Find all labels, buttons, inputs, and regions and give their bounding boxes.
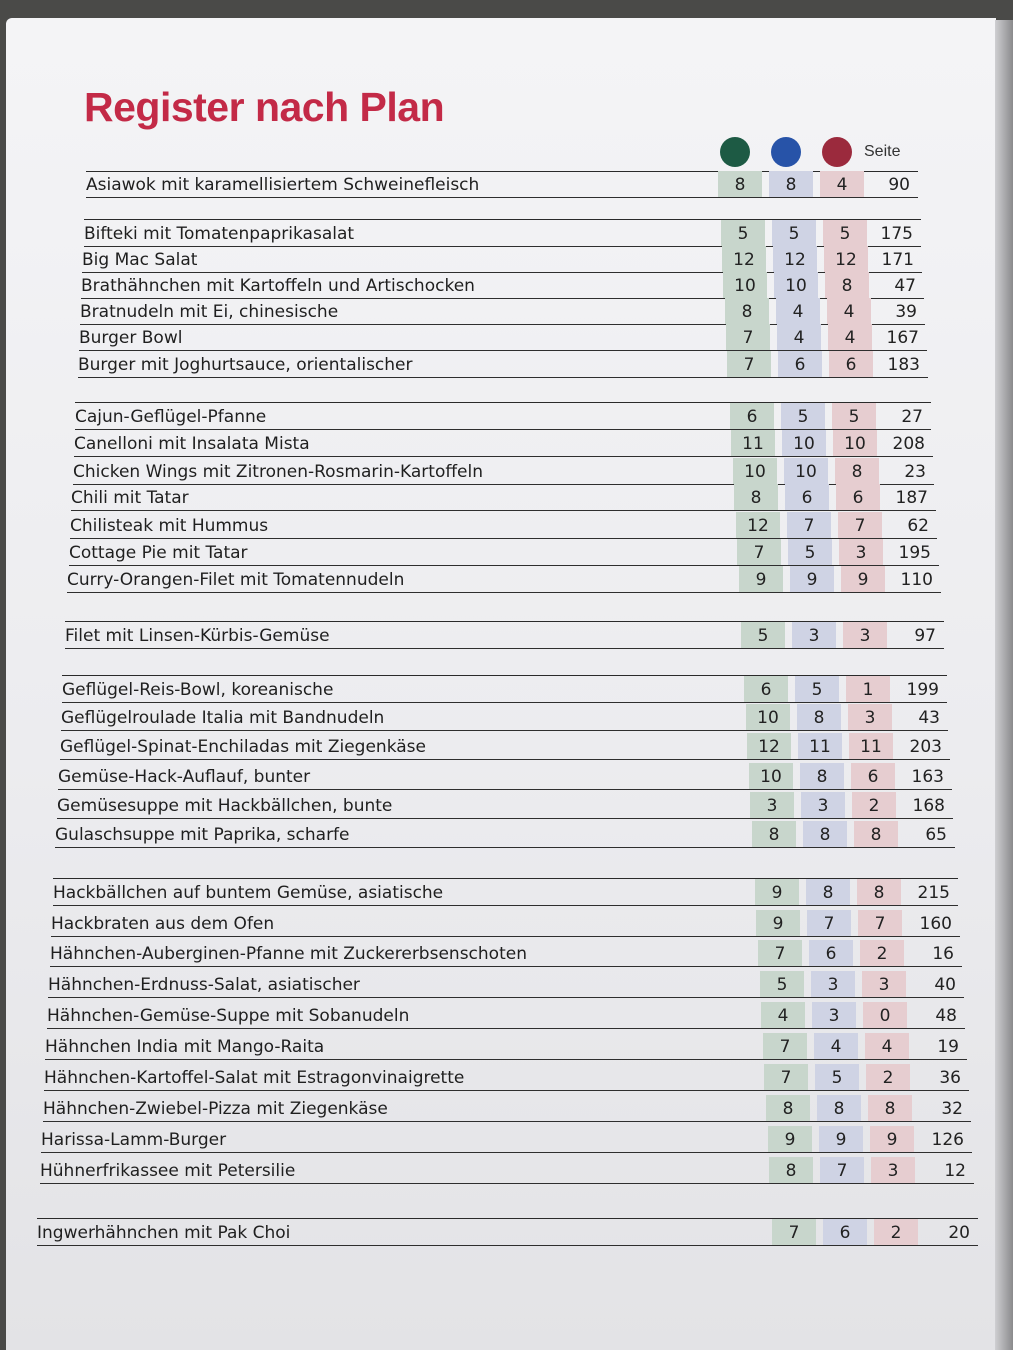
table-row — [82, 246, 922, 273]
blue-plan-points: 4 — [777, 324, 821, 350]
red-plan-points: 4 — [828, 324, 872, 350]
red-plan-points: 9 — [841, 566, 885, 592]
red-plan-points: 1 — [846, 676, 890, 702]
red-plan-points: 3 — [862, 971, 906, 997]
page-number: 23 — [904, 462, 926, 482]
red-plan-points: 12 — [824, 246, 868, 272]
blue-plan-points: 8 — [817, 1095, 861, 1121]
page-number: 90 — [888, 175, 910, 195]
red-plan-points: 2 — [852, 792, 896, 818]
green-plan-points: 12 — [747, 733, 791, 759]
recipe-name: Hackbraten aus dem Ofen — [51, 914, 275, 934]
green-plan-points: 7 — [737, 539, 781, 565]
page-number: 171 — [881, 250, 914, 270]
red-plan-points: 2 — [860, 940, 904, 966]
recipe-name: Hähnchen-Kartoffel-Salat mit Estragonvinaigrette — [44, 1068, 465, 1088]
page-number: 175 — [880, 224, 913, 244]
red-plan-points: 8 — [868, 1095, 912, 1121]
table-row — [62, 676, 947, 703]
blue-plan-points: 9 — [790, 566, 834, 592]
table-row — [40, 1157, 974, 1184]
page-number: 208 — [892, 434, 925, 454]
page-number: 160 — [919, 914, 952, 934]
recipe-name: Gulaschsuppe mit Paprika, scharfe — [55, 825, 350, 845]
green-plan-points: 4 — [761, 1002, 805, 1028]
green-plan-points: 5 — [721, 220, 765, 246]
red-plan-points: 4 — [865, 1033, 909, 1059]
green-plan-points: 7 — [763, 1033, 807, 1059]
recipe-name: Bifteki mit Tomatenpaprikasalat — [84, 224, 355, 244]
table-row — [75, 403, 931, 430]
table-row — [84, 220, 921, 247]
page-number: 48 — [935, 1006, 957, 1026]
recipe-name: Hackbällchen auf buntem Gemüse, asiatische — [53, 883, 444, 903]
green-plan-points: 6 — [730, 403, 774, 429]
table-row — [70, 512, 937, 539]
table-row — [61, 704, 948, 731]
table-row — [45, 1033, 967, 1060]
red-plan-points: 8 — [854, 821, 898, 847]
recipe-name: Gemüse-Hack-Auflauf, bunter — [58, 767, 311, 787]
blue-plan-points: 10 — [784, 458, 828, 484]
blue-plan-points: 8 — [806, 879, 850, 905]
green-plan-points: 6 — [744, 676, 788, 702]
recipe-name: Chilisteak mit Hummus — [70, 516, 269, 536]
green-plan-points: 8 — [752, 821, 796, 847]
blue-plan-points: 12 — [773, 246, 817, 272]
red-plan-points: 0 — [863, 1002, 907, 1028]
red-plan-points: 5 — [823, 220, 867, 246]
recipe-name: Asiawok mit karamellisiertem Schweinefleisch — [86, 175, 480, 195]
recipe-name: Chicken Wings mit Zitronen-Rosmarin-Kartoffeln — [73, 462, 484, 482]
recipe-name: Brathähnchen mit Kartoffeln und Artischocken — [81, 276, 475, 296]
blue-plan-points: 9 — [819, 1126, 863, 1152]
recipe-name: Geflügel-Reis-Bowl, koreanische — [62, 680, 334, 700]
table-row — [78, 351, 928, 378]
page-number: 195 — [898, 543, 931, 563]
recipe-name: Canelloni mit Insalata Mista — [74, 434, 310, 454]
red-plan-points: 5 — [832, 403, 876, 429]
table-row — [67, 566, 941, 593]
recipe-name: Cajun-Geflügel-Pfanne — [75, 407, 267, 427]
red-plan-points: 10 — [833, 430, 877, 456]
blue-plan-points: 3 — [801, 792, 845, 818]
table-row — [73, 458, 934, 485]
blue-plan-points: 8 — [800, 763, 844, 789]
seite-column-label: Seite — [864, 143, 901, 160]
blue-plan-points: 6 — [809, 940, 853, 966]
recipe-name: Big Mac Salat — [82, 250, 198, 270]
green-plan-points: 10 — [723, 272, 767, 298]
recipe-name: Hähnchen-Gemüse-Suppe mit Sobanudeln — [47, 1006, 410, 1026]
table-row — [79, 324, 927, 351]
page-number: 32 — [941, 1099, 963, 1119]
green-plan-points: 7 — [727, 351, 771, 377]
red-plan-points: 3 — [839, 539, 883, 565]
red-plan-points: 3 — [843, 622, 887, 648]
table-row — [48, 971, 964, 998]
green-plan-points: 12 — [736, 512, 780, 538]
blue-plan-points: 11 — [798, 733, 842, 759]
page-number: 40 — [934, 975, 956, 995]
blue-plan-points: 3 — [811, 971, 855, 997]
blue-plan-points: 8 — [803, 821, 847, 847]
blue-plan-points: 3 — [792, 622, 836, 648]
page-title: Register nach Plan — [84, 84, 445, 130]
recipe-name: Hähnchen India mit Mango-Raita — [45, 1037, 325, 1057]
page-number: 163 — [911, 767, 944, 787]
green-plan-points: 3 — [750, 792, 794, 818]
recipe-name: Cottage Pie mit Tatar — [69, 543, 248, 563]
page-number: 43 — [918, 708, 940, 728]
recipe-name: Geflügelroulade Italia mit Bandnudeln — [61, 708, 385, 728]
blue-plan-points: 10 — [782, 430, 826, 456]
table-row — [80, 298, 925, 325]
blue-plan-points: 5 — [788, 539, 832, 565]
blue-plan-points: 6 — [823, 1219, 867, 1245]
recipe-name: Hähnchen-Auberginen-Pfanne mit Zuckererbsenschoten — [50, 944, 527, 964]
page-number: 12 — [944, 1161, 966, 1181]
green-plan-points: 8 — [769, 1157, 813, 1183]
recipe-name: Ingwerhähnchen mit Pak Choi — [37, 1223, 291, 1243]
green-plan-points: 10 — [733, 458, 777, 484]
red-plan-points: 2 — [866, 1064, 910, 1090]
blue-plan-points: 5 — [772, 220, 816, 246]
blue-plan-points: 5 — [795, 676, 839, 702]
page-number: 203 — [909, 737, 942, 757]
green-plan-points: 9 — [768, 1126, 812, 1152]
table-row — [50, 940, 962, 967]
table-row — [47, 1002, 965, 1029]
page-number: 110 — [900, 570, 933, 590]
red-plan-points: 8 — [857, 879, 901, 905]
page-number: 19 — [937, 1037, 959, 1057]
blue-plan-points: 7 — [787, 512, 831, 538]
green-plan-points: 5 — [760, 971, 804, 997]
red-plan-points: 11 — [849, 733, 893, 759]
green-plan-points: 8 — [734, 484, 778, 510]
page-number: 187 — [895, 488, 928, 508]
blue-plan-points: 4 — [814, 1033, 858, 1059]
page-number: 167 — [886, 328, 919, 348]
blue-plan-points: 7 — [807, 910, 851, 936]
page-number: 39 — [895, 302, 917, 322]
table-row — [86, 171, 918, 198]
table-row — [58, 763, 952, 790]
page-number: 65 — [925, 825, 947, 845]
recipe-name: Harissa-Lamm-Burger — [41, 1130, 227, 1150]
red-plan-points: 6 — [829, 351, 873, 377]
blue-plan-points: 8 — [769, 171, 813, 197]
green-plan-points: 7 — [726, 324, 770, 350]
red-plan-points: 6 — [836, 484, 880, 510]
table-row — [51, 910, 960, 937]
recipe-name: Burger mit Joghurtsauce, orientalischer — [78, 355, 413, 375]
green-plan-points: 9 — [755, 879, 799, 905]
table-row — [71, 484, 936, 511]
recipe-name: Burger Bowl — [79, 328, 183, 348]
table-row — [57, 792, 953, 819]
page-number: 36 — [939, 1068, 961, 1088]
green-plan-points: 9 — [756, 910, 800, 936]
recipe-name: Geflügel-Spinat-Enchiladas mit Ziegenkäse — [60, 737, 426, 757]
blue-plan-points: 7 — [820, 1157, 864, 1183]
blue-plan-points: 10 — [774, 272, 818, 298]
page-number: 126 — [931, 1130, 964, 1150]
red-plan-points: 8 — [835, 458, 879, 484]
page-number: 97 — [914, 626, 936, 646]
recipe-name: Chili mit Tatar — [71, 488, 189, 508]
green-plan-points: 10 — [746, 704, 790, 730]
recipe-name: Gemüsesuppe mit Hackbällchen, bunte — [57, 796, 393, 816]
table-row — [53, 879, 958, 906]
green-plan-points: 5 — [741, 622, 785, 648]
table-row — [37, 1219, 978, 1246]
green-plan-points: 12 — [722, 246, 766, 272]
page-number: 47 — [894, 276, 916, 296]
blue-plan-points: 8 — [797, 704, 841, 730]
table-row — [44, 1064, 969, 1091]
page-number: 20 — [948, 1223, 970, 1243]
red-plan-points: 7 — [838, 512, 882, 538]
green-plan-points: 7 — [764, 1064, 808, 1090]
recipe-name: Hähnchen-Zwiebel-Pizza mit Ziegenkäse — [43, 1099, 388, 1119]
blue-plan-points: 6 — [785, 484, 829, 510]
page-number: 183 — [887, 355, 920, 375]
page-number: 62 — [907, 516, 929, 536]
table-row — [65, 622, 944, 649]
blue-plan-points: 6 — [778, 351, 822, 377]
page-number: 16 — [932, 944, 954, 964]
red-plan-points: 6 — [851, 763, 895, 789]
page-number: 168 — [912, 796, 945, 816]
table-row — [74, 430, 933, 457]
red-plan-points: 3 — [848, 704, 892, 730]
red-plan-points: 7 — [858, 910, 902, 936]
page-number: 199 — [906, 680, 939, 700]
red-plan-points: 4 — [827, 298, 871, 324]
blue-plan-points: 4 — [776, 298, 820, 324]
table-row — [55, 821, 955, 848]
green-plan-points: 11 — [731, 430, 775, 456]
recipe-name: Hühnerfrikassee mit Petersilie — [40, 1161, 296, 1181]
green-plan-points: 7 — [758, 940, 802, 966]
green-plan-points: 9 — [739, 566, 783, 592]
blue-plan-points: 5 — [815, 1064, 859, 1090]
table-row — [43, 1095, 971, 1122]
recipe-name: Bratnudeln mit Ei, chinesische — [80, 302, 339, 322]
red-plan-points: 8 — [825, 272, 869, 298]
page-number: 215 — [917, 883, 950, 903]
table-row — [69, 539, 939, 566]
red-plan-points: 9 — [870, 1126, 914, 1152]
red-plan-points: 4 — [820, 171, 864, 197]
green-plan-points: 7 — [772, 1219, 816, 1245]
red-plan-points: 3 — [871, 1157, 915, 1183]
red-plan-points: 2 — [874, 1219, 918, 1245]
table-row — [41, 1126, 972, 1153]
recipe-name: Hähnchen-Erdnuss-Salat, asiatischer — [48, 975, 360, 995]
blue-plan-points: 3 — [812, 1002, 856, 1028]
blue-plan-points: 5 — [781, 403, 825, 429]
recipe-name: Curry-Orangen-Filet mit Tomatennudeln — [67, 570, 405, 590]
green-plan-points: 8 — [718, 171, 762, 197]
green-plan-points: 10 — [749, 763, 793, 789]
green-plan-points: 8 — [766, 1095, 810, 1121]
recipe-name: Filet mit Linsen-Kürbis-Gemüse — [65, 626, 330, 646]
table-row — [60, 733, 950, 760]
table-row — [81, 272, 924, 299]
page-number: 27 — [901, 407, 923, 427]
green-plan-points: 8 — [725, 298, 769, 324]
